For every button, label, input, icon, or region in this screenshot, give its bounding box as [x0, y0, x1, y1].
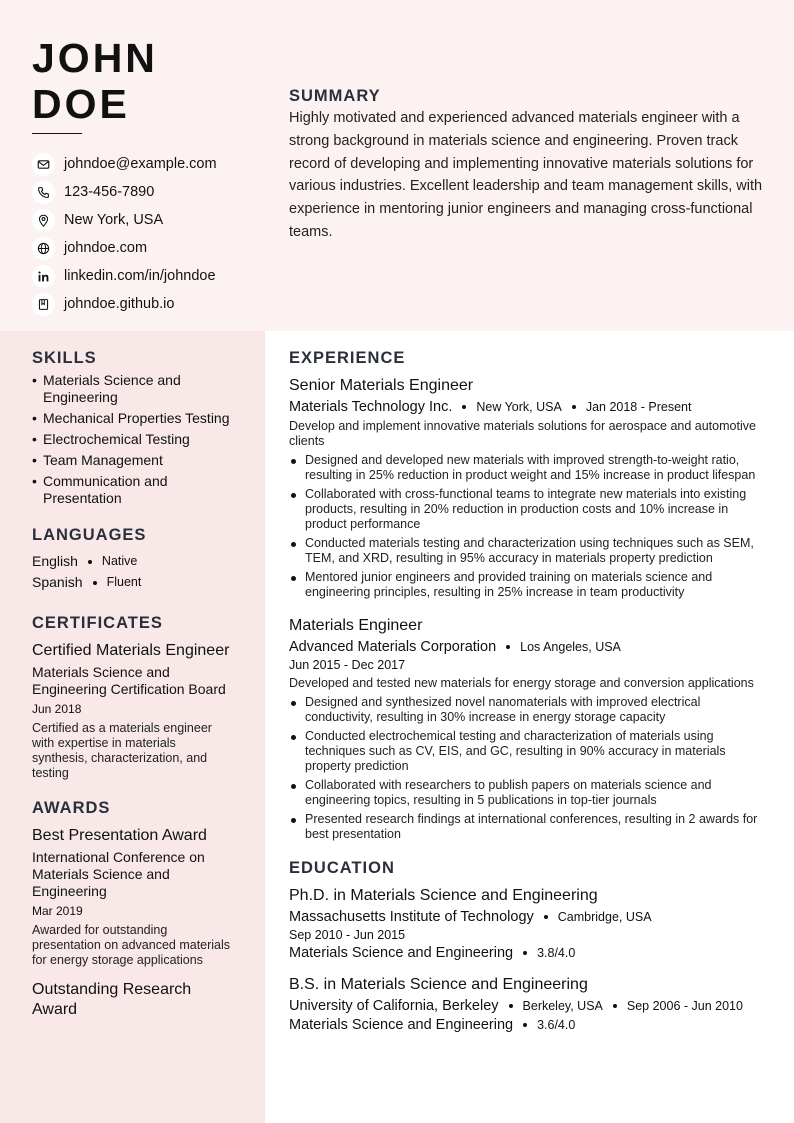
job-bullets: [289, 453, 771, 600]
education-school-line: [289, 909, 771, 925]
separator-dot: [544, 915, 548, 919]
language-item: [32, 572, 232, 593]
separator-dot: [572, 405, 576, 409]
job-dates: Jan 2018 - Present: [585, 400, 692, 414]
job-bullet: Conducted materials testing and characterization using techniques such as SEM, TEM, and XRD, resulting in 95% accuracy in materials property prediction: [289, 536, 771, 566]
awards-section: [32, 798, 232, 1020]
contact-text: 123-456-7890: [64, 184, 155, 200]
award-description: Awarded for outstanding presentation on advanced materials for energy storage applications: [32, 923, 231, 967]
degree-title: B.S. in Materials Science and Engineering: [289, 976, 588, 993]
award-title: Outstanding Research Award: [32, 981, 192, 1018]
separator-dot: [462, 405, 466, 409]
education-field: Materials Science and Engineering: [289, 945, 514, 961]
language-item: [32, 551, 232, 572]
certificate-date: Jun 2018: [32, 702, 82, 716]
education-gpa: 3.8/4.0: [537, 946, 576, 960]
certificate-item: [32, 641, 232, 781]
contact-text: johndoe.github.io: [64, 296, 175, 312]
job-location: Los Angeles, USA: [520, 640, 621, 654]
first-name: JOHN: [32, 35, 158, 81]
contact-text: johndoe@example.com: [64, 156, 217, 172]
job-location: New York, USA: [476, 400, 562, 414]
job-bullet: Designed and developed new materials with improved strength-to-weight ratio, resulting in 25% reduction in product weight and 15% increase in product lifespan: [289, 453, 771, 483]
award-title: Best Presentation Award: [32, 827, 207, 844]
job-meta: [289, 639, 771, 655]
education-entry: [289, 975, 771, 1033]
award-date: Mar 2019: [32, 904, 83, 918]
experience-section: [289, 348, 771, 842]
contact-email[interactable]: [32, 150, 262, 178]
certificates-section: [32, 613, 232, 781]
award-issuer: International Conference on Materials Science and Engineering: [32, 849, 205, 899]
certificate-description: Certified as a materials engineer with expertise in materials synthesis, characterization, and testing: [32, 721, 212, 780]
school-location: Berkeley, USA: [522, 999, 603, 1013]
separator-dot: [506, 645, 510, 649]
education-school-line: [289, 998, 771, 1014]
right-column: [289, 348, 771, 1033]
contact-list: [32, 150, 262, 318]
contact-linkedin[interactable]: [32, 262, 262, 290]
school-name: Massachusetts Institute of Technology: [289, 909, 534, 925]
left-column: [32, 348, 232, 1020]
education-dates: Sep 2010 - Jun 2015: [289, 928, 406, 942]
education-entry: [289, 886, 771, 961]
job-dates: Jun 2015 - Dec 2017: [289, 658, 406, 672]
languages-heading: LANGUAGES: [32, 526, 147, 544]
education-dates: Sep 2006 - Jun 2010: [626, 999, 743, 1013]
location-icon: [32, 209, 55, 232]
certificates-heading: CERTIFICATES: [32, 614, 163, 632]
separator-dot: [613, 1004, 617, 1008]
degree-title: Ph.D. in Materials Science and Engineering: [289, 887, 598, 904]
job-bullets: [289, 695, 771, 842]
skill-item: • Communication and Presentation: [32, 473, 232, 507]
job-meta: [289, 658, 771, 672]
award-item: [32, 980, 232, 1020]
skills-section: [32, 348, 232, 507]
contact-location: [32, 206, 262, 234]
contact-github[interactable]: [32, 290, 262, 318]
job-bullet: Conducted electrochemical testing and characterization of materials using techniques such as CV, EIS, and GC, resulting in 90% accuracy in materials property prediction: [289, 729, 771, 774]
skills-list: [32, 372, 232, 507]
education-field-line: [289, 945, 771, 961]
phone-icon: [32, 181, 55, 204]
skills-heading: SKILLS: [32, 349, 97, 367]
last-name: DOE: [32, 81, 130, 127]
certificate-issuer: Materials Science and Engineering Certification Board: [32, 664, 226, 697]
education-section: [289, 858, 771, 1033]
separator-dot: [523, 1023, 527, 1027]
job-bullet: Collaborated with researchers to publish papers on materials science and engineering topics, resulting in 5 publications in top-tier journals: [289, 778, 771, 808]
contact-website[interactable]: [32, 234, 262, 262]
separator-dot: [93, 581, 97, 585]
contact-text: New York, USA: [64, 212, 164, 228]
language-level: Fluent: [106, 575, 142, 589]
certificate-title: Certified Materials Engineer: [32, 642, 230, 659]
school-location: Cambridge, USA: [557, 910, 652, 924]
language-name: Spanish: [32, 574, 83, 590]
education-heading: EDUCATION: [289, 859, 395, 877]
job-bullet: Designed and synthesized novel nanomaterials with improved electrical conductivity, resulting in 30% increase in energy storage capacity: [289, 695, 771, 725]
summary-section: [289, 86, 764, 244]
job-bullet: Collaborated with cross-functional teams to integrate new materials into existing products, resulting in 20% reduction in production costs and 10% increase in product performance: [289, 487, 771, 532]
contact-text: linkedin.com/in/johndoe: [64, 268, 216, 284]
job-company: Advanced Materials Corporation: [289, 639, 497, 655]
job-bullet: Presented research findings at international conferences, resulting in 2 awards for best presentation: [289, 812, 771, 842]
skill-item: • Materials Science and Engineering: [32, 372, 232, 406]
contact-text: johndoe.com: [64, 240, 148, 256]
education-dates-line: [289, 928, 771, 942]
summary-heading: SUMMARY: [289, 87, 381, 105]
name-divider: [32, 133, 82, 134]
job-meta: [289, 399, 771, 415]
email-icon: [32, 153, 55, 176]
award-item: [32, 826, 232, 968]
globe-icon: [32, 237, 55, 260]
github-icon: [32, 293, 55, 316]
separator-dot: [509, 1004, 513, 1008]
language-level: Native: [101, 554, 138, 568]
skill-item: • Electrochemical Testing: [32, 431, 232, 448]
job-company: Materials Technology Inc.: [289, 399, 453, 415]
job-summary: Develop and implement innovative materials solutions for aerospace and automotive clients: [289, 419, 756, 448]
awards-heading: AWARDS: [32, 799, 111, 817]
summary-text: Highly motivated and experienced advanced materials engineer with a strong background in materials science and engineering. Proven track record of developing and implementing innovative materials solutions for various industries. Excellent leadership and team management skills, with experience in mentoring junior engineers and managing cross-functional teams.: [289, 110, 763, 240]
job-summary: Developed and tested new materials for energy storage and conversion applications: [289, 676, 754, 690]
education-gpa: 3.6/4.0: [537, 1018, 576, 1032]
job-entry: [289, 616, 771, 842]
linkedin-icon: [32, 265, 55, 288]
education-field-line: [289, 1017, 771, 1033]
job-title: Senior Materials Engineer: [289, 377, 474, 394]
separator-dot: [88, 560, 92, 564]
contact-phone[interactable]: [32, 178, 262, 206]
languages-section: [32, 525, 232, 593]
job-bullet: Mentored junior engineers and provided training on materials science and engineering principles, resulting in 25% increase in team productivity: [289, 570, 771, 600]
skill-item: • Mechanical Properties Testing: [32, 410, 232, 427]
separator-dot: [523, 951, 527, 955]
education-field: Materials Science and Engineering: [289, 1017, 514, 1033]
job-title: Materials Engineer: [289, 617, 423, 634]
candidate-name: [32, 35, 252, 127]
school-name: University of California, Berkeley: [289, 998, 499, 1014]
job-entry: [289, 376, 771, 600]
language-name: English: [32, 553, 78, 569]
skill-item: • Team Management: [32, 452, 232, 469]
experience-heading: EXPERIENCE: [289, 349, 406, 367]
